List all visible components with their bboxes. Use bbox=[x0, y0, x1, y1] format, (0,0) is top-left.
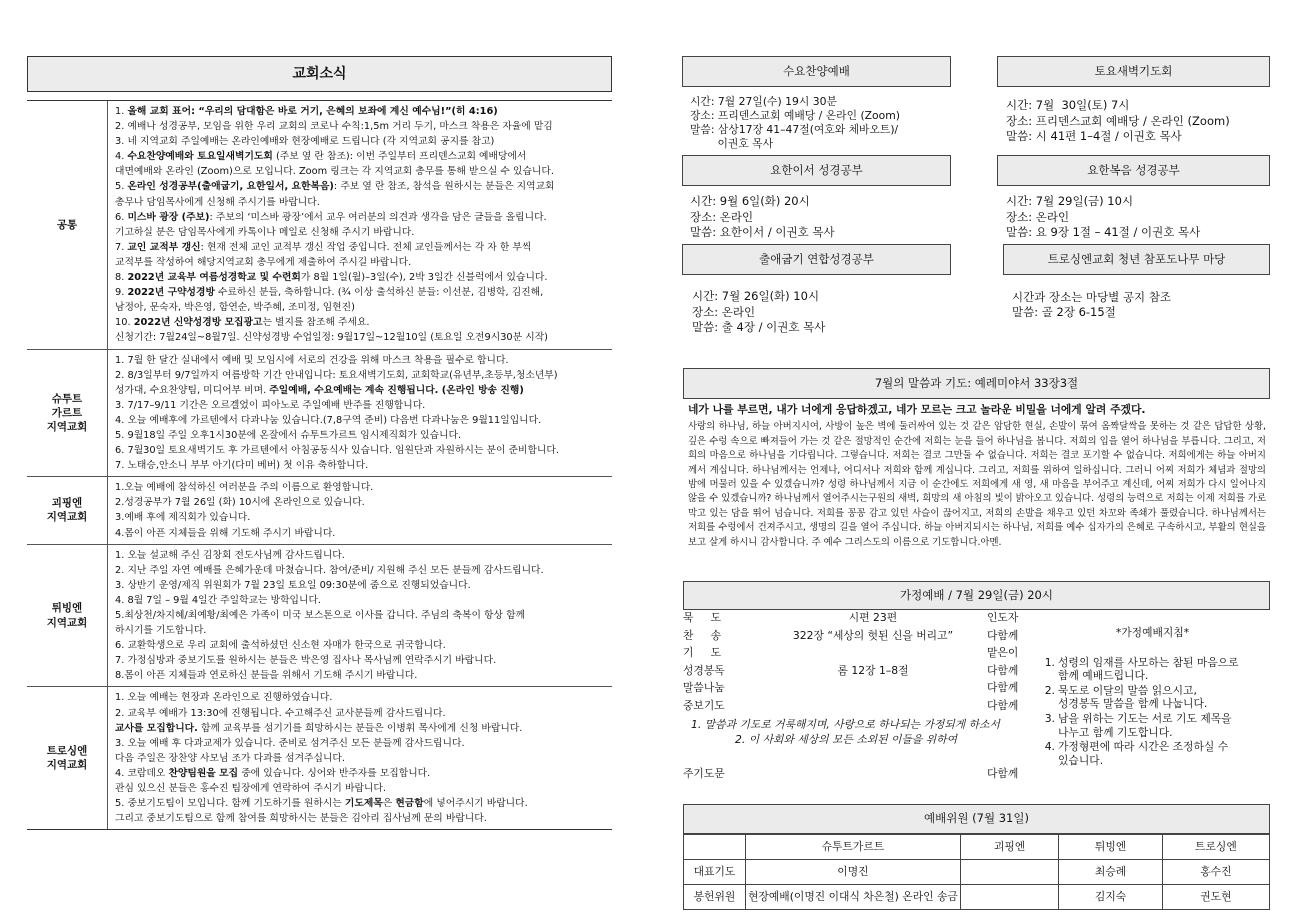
news-item: 5. 9월18일 주일 오후1시30분에 온잘에서 슈투트가르트 임시제직회가 있습니다. bbox=[115, 429, 462, 441]
news-item: 2. 지난 주일 자연 예배를 은혜가운데 마쳤습니다. 참여/준비/ 지원해 주신 모든 분들께 감사드립니다. bbox=[115, 564, 544, 576]
guide-item-text: 남을 위하는 기도는 서로 기도 제목을 나누고 함께 기도합니다. bbox=[1058, 711, 1232, 739]
news-item: 4. 오늘 예배후에 가르텐에서 다과나눔 있습니다.(7,8구역 준비) 다음번 다과나눔은 9월11일입니다. bbox=[115, 414, 542, 426]
committee-role: 봉헌위원 bbox=[684, 885, 746, 910]
committee-column-header: 트로싱엔 bbox=[1162, 835, 1269, 860]
order-leader: 다함께 bbox=[987, 698, 1019, 712]
intercession-note: 1. 말씀과 기도로 거룩해지며, 사랑으로 하나되는 가정되게 하소서 bbox=[691, 717, 1000, 731]
order-row bbox=[683, 611, 1028, 629]
family-worship-guide bbox=[1040, 626, 1265, 768]
order-content: 322장 “세상의 헛된 신을 버리고” bbox=[792, 628, 954, 642]
news-item: 2.성경공부가 7월 26일 (화) 10시에 온라인으로 있습니다. bbox=[115, 497, 365, 509]
order-content: 롬 12장 1–8절 bbox=[837, 663, 909, 677]
committee-cell: 권도현 bbox=[1162, 885, 1269, 910]
youth-gathering-header: 트로싱엔교회 청년 참포도나무 마당 bbox=[1003, 244, 1270, 275]
news-section-label: 공통 bbox=[27, 101, 108, 349]
guide-item bbox=[1040, 684, 1265, 711]
monthly-prayer-text: 사랑의 하나님, 하늘 아버지시여, 사방이 높은 벽에 둘러싸여 있는 것 같은 암담한 현실, 손발이 묶여 옴짝달싹을 못하는 것 같은 답답한 상황, 깊은 수렁 속으로 빠져들어 가는 것 같은 절망적인 순간에 저희는 눈을 들어 하나님을 봅니다. 저희의 입을 열어 하나님을 부릅니다. 그리고, 저희의 마음으로 하나님을 기다립니다. 그렇습니다. 저희는 결코 그만둘 수 없습니다. 저희는 결코 포기할 수 없습니다. 저희에게는 하늘 아버지께서 계십니다. 하나님께서는 언제나, 어디서나 저희와 함께 계십니다. 그리고, 저희를 위하여 일하십니다. 그러니 어찌 저희가 체념과 절망의 밤에 머물러 있을 수 있겠습니까? 성령 하나님께서 지금 이 순간에도 저희에게 새 영, 새 마음을 부어주고 계신데, 어찌 저희가 다시 일어나지 않을 수 있겠습니까? 하나님께서 열어주시는구원의 새벽, 희망의 새 아침의 빛이 밝아오고 있습니다. 성령의 능력으로 저희는 이제 저희를 가로막고 있는 담을 뛰어 넘습니다. 저희를 꽁꽁 감고 있던 사슬이 끊어지고, 저희의 손발을 채우고 있던 차꼬와 족쇄가 풀렸습니다. 하나님께서는 저희를 수렁에서 건져주시고, 생명의 길을 열어 주십니다. 하늘 아버지되시는 하나님, 저희를 예수 십자가의 은혜로 구속하시고, 부활의 현실을 보고 살게 하시니 감사합니다. 주 예수 그리스도의 이름으로 기도합니다.아멘. bbox=[688, 421, 1266, 548]
news-item: 6. 7월30일 토요새벽기도 후 가르텐에서 아침공동식사 있습니다. 임원단과 자원하시는 분이 준비합니다. bbox=[115, 445, 559, 457]
news-item: 2. 예배나 성경공부, 모임을 위한 우리 교회의 코로나 수칙:1,5m 거리 두기, 마스크 착용은 자율에 맡김 bbox=[115, 121, 553, 133]
order-row bbox=[683, 767, 1028, 785]
order-leader: 다함께 bbox=[987, 663, 1019, 677]
john_gospel-line: 시간: 7월 29일(금) 10시 bbox=[1006, 194, 1134, 208]
news-item: 7. 가정심방과 중보기도를 원하시는 분들은 박은영 집사나 목사님께 연락주시기 바랍니다. bbox=[115, 655, 497, 667]
news-item: 6. 미스바 광장 (주보): 주보의 ‘미스바 광장’에서 교우 여러분의 의견과 생각을 담은 글들을 올립니다. 기고하실 분은 담임목사에게 카톡이나 메일로 신청해 주시기 바랍니다. bbox=[115, 211, 547, 238]
news-item: 7. 교인 교적부 갱신: 현재 전체 교인 교적부 갱신 작업 중입니다. 전체 교인들께서는 각 자 한 부씩 교적부를 작성하여 해당지역교회 총무에게 제출하여 주시길 바랍니다. bbox=[115, 241, 532, 268]
news-item: 8. 2022년 교육부 여름성경학교 및 수련회가 8월 1일(월)–3일(수), 2박 3일간 신블럭에서 있습니다. bbox=[115, 272, 548, 284]
wednesday-line: 시간: 7월 27일(수) 19시 30분 bbox=[690, 95, 837, 108]
john_epistle-line: 장소: 온라인 bbox=[690, 209, 754, 224]
guide-item-number: 4. bbox=[1044, 740, 1055, 754]
order-label: 중보기도 bbox=[683, 698, 725, 712]
family-worship-order bbox=[683, 611, 1028, 784]
news-item: 8.몸이 아픈 지체들과 연로하신 분들을 위해서 기도해 주시기 바랍니다. bbox=[115, 670, 418, 682]
guide-item-number: 1. bbox=[1044, 655, 1055, 669]
committee-table bbox=[683, 834, 1270, 910]
news-items bbox=[108, 687, 612, 829]
order-leader: 맡은이 bbox=[987, 646, 1019, 660]
committee-row bbox=[684, 860, 1270, 885]
news-item: 1. 7월 한 달간 실내에서 예배 및 모임시에 서로의 건강을 위해 마스크 착용을 필수로 합니다. bbox=[115, 354, 509, 366]
monthly-prayer-header: 7월의 말씀과 기도: 예레미야서 33장3절 bbox=[683, 368, 1270, 399]
committee-cell bbox=[960, 860, 1058, 885]
news-item: 3. 7/17–9/11 기간은 오르겔었이 피아노로 주일예배 반주를 진행합니다. bbox=[115, 399, 426, 411]
john-epistle-study-header: 요한이서 성경공부 bbox=[682, 155, 951, 186]
order-label: 기 도 bbox=[683, 646, 722, 660]
news-item: 3. 네 지역교회 주일예배는 온라인예배와 현장예배로 드립니다 (각 지역교회 공지를 참고) bbox=[115, 136, 495, 148]
news-section-label: 튀빙엔 지역교회 bbox=[27, 545, 108, 687]
committee-column-header: 튀빙엔 bbox=[1059, 835, 1162, 860]
saturday-prayer-info bbox=[1006, 98, 1230, 145]
news-item: 4. 8월 7일 – 9월 4일간 주일학교는 방학입니다. bbox=[115, 594, 322, 606]
committee-column-header: 괴핑엔 bbox=[960, 835, 1058, 860]
committee-role: 대표기도 bbox=[684, 860, 746, 885]
order-leader: 다함께 bbox=[987, 681, 1019, 695]
committee-cell: 최승례 bbox=[1059, 860, 1162, 885]
youth-gathering-info bbox=[1012, 290, 1171, 320]
news-item: 1. 올해 교회 표어: “우리의 담대함은 바로 거기, 은혜의 보좌에 계신 예수님!”(히 4:16) bbox=[115, 106, 498, 117]
john-epistle-study-info bbox=[690, 194, 835, 241]
order-row bbox=[683, 646, 1028, 664]
committee-header-row bbox=[684, 835, 1270, 860]
news-item: 1.오늘 예배에 참석하신 여러분을 주의 이름으로 환영합니다. bbox=[115, 482, 374, 494]
order-row bbox=[683, 664, 1028, 682]
guide-item-text: 묵도로 이달의 말씀 읽으시고, 성경봉독 말씀을 함께 나눕니다. bbox=[1058, 683, 1208, 711]
wednesday-line: 장소: 프리덴스교회 예배당 / 온라인 (Zoom) bbox=[690, 109, 901, 122]
news-items bbox=[108, 350, 612, 477]
news-item: 6. 교환학생으로 우리 교회에 출석하셨던 신소현 자매가 한국으로 귀국합니다. bbox=[115, 640, 446, 652]
committee-cell: 이명진 bbox=[745, 860, 960, 885]
guide-item-text: 성령의 임재를 사모하는 참된 마음으로 함께 예배드립니다. bbox=[1058, 655, 1239, 683]
news-item: 4. 수요찬양예배와 토요일새벽기도회 (주보 옆 란 참조): 이번 주일부터 프리덴스교회 예배당에서 대면예배와 온라인 (Zoom)으로 모입니다. Zoom 링크는 각 지역교회 총무를 통해 받으실 수 있습니다. bbox=[115, 151, 554, 178]
intercession-note: 2. 이 사회와 세상의 모든 소외된 이들을 위하여 bbox=[735, 732, 958, 746]
news-section-row bbox=[27, 101, 612, 349]
committee-title: 예배위원 (7월 31일) bbox=[683, 804, 1270, 834]
news-item: 4. 코람데오 찬양팀원을 모집 중에 있습니다. 싱어와 반주자를 모집합니다. 관심 있으신 분들은 홍수진 팀장에게 연락하여 주시기 바랍니다. bbox=[115, 767, 431, 795]
news-item: 1. 오늘 설교해 주신 김창회 전도사님께 감사드립니다. bbox=[115, 549, 345, 561]
wednesday-line: 이권호 목사 bbox=[690, 137, 774, 150]
church-news-table bbox=[27, 100, 612, 830]
committee-column-header: 슈투트가르트 bbox=[745, 835, 960, 860]
order-label: 찬 송 bbox=[683, 628, 722, 642]
monthly-verse: 네가 나를 부르면, 내가 너에게 응답하겠고, 네가 모르는 크고 놀라운 비밀을 너에게 알려 주겠다. bbox=[688, 403, 1146, 416]
exodus-line: 장소: 온라인 bbox=[692, 304, 756, 319]
news-section-label: 괴핑엔 지역교회 bbox=[27, 477, 108, 543]
monthly-prayer-body bbox=[688, 403, 1266, 550]
order-row bbox=[683, 681, 1028, 699]
news-section-row bbox=[27, 544, 612, 687]
wednesday-line: 말씀: 삼상17장 41–47절(여호와 체바오트)/ bbox=[690, 123, 899, 136]
news-item: 5. 온라인 성경공부(출애굽기, 요한일서, 요한복음): 주보 옆 란 참조, 참석을 원하시는 분들은 지역교회 총무나 담임목사에게 신청해 주시기를 바랍니다. bbox=[115, 181, 555, 208]
news-item: 5.최상천/차지혜/최예황/최예은 가족이 미국 보스톤으로 이사를 갑니다. 주님의 축복이 항상 함께 하시기를 기도합니다. bbox=[115, 610, 526, 637]
news-items bbox=[108, 101, 612, 349]
order-label: 묵 도 bbox=[683, 611, 722, 624]
john_gospel-line: 말씀: 요 9장 1절 – 41절 / 이권호 목사 bbox=[1006, 225, 1201, 239]
news-item: 10. 2022년 신약성경방 모집광고는 별지를 참조해 주세요. 신청기간: 7월24일~8월7일. 신약성경방 수업일정: 9월17일~12월10일 (토요일 오전9시30분 시작) bbox=[115, 317, 548, 344]
committee-cell: 홍수진 bbox=[1162, 860, 1269, 885]
news-item: 9. 2022년 구약성경방 수료하신 분들, 축하합니다. (¾ 이상 출석하신 분들: 이선분, 김병학, 김진해, 남정아, 문숙자, 박은영, 함연순, 박주혜, 조미정, 임현진) bbox=[115, 287, 544, 314]
order-label: 주기도문 bbox=[683, 766, 725, 780]
news-item: 4.몸이 아픈 지체들을 위해 기도해 주시기 바랍니다. bbox=[115, 527, 336, 539]
news-item: 3. 오늘 예배 후 다과교제가 있습니다. 준비로 섬겨주신 모든 분들께 감사드립니다. 다음 주일은 장찬양 사모님 조가 다과를 섬겨주십니다. bbox=[115, 737, 465, 764]
family-worship-header: 가정예배 / 7월 29일(금) 20시 bbox=[683, 581, 1270, 610]
saturday-prayer-header: 토요새벽기도회 bbox=[997, 56, 1270, 87]
order-row bbox=[683, 699, 1028, 717]
committee-row bbox=[684, 885, 1270, 910]
exodus-study-info bbox=[692, 289, 825, 336]
john_epistle-line: 시간: 9월 6일(화) 20시 bbox=[690, 194, 810, 208]
saturday-line: 시간: 7월 30일(토) 7시 bbox=[1006, 98, 1130, 112]
news-item: 2. 교육부 예배가 13:30에 진행됩니다. 수고해주신 교사분들께 감사드립니다. 교사를 모집합니다. 함께 교육부를 섬기기를 희망하시는 분들은 이병휘 목사에게 신청 바랍니다. bbox=[115, 707, 523, 734]
news-section-row bbox=[27, 349, 612, 477]
news-item: 3. 상반기 운영/제직 위원회가 7월 23일 토요일 09:30분에 줌으로 진행되었습니다. bbox=[115, 579, 471, 591]
committee-cell bbox=[960, 885, 1058, 910]
order-label: 성경봉독 bbox=[683, 663, 725, 677]
john-gospel-study-info bbox=[1006, 194, 1200, 241]
order-content: 시편 23편 bbox=[848, 611, 898, 624]
news-item: 7. 노태승,안소니 부부 아기(다미 베버) 첫 이유 축하합니다. bbox=[115, 460, 369, 472]
exodus-line: 시간: 7월 26일(화) 10시 bbox=[692, 289, 820, 303]
guide-item-number: 3. bbox=[1044, 711, 1055, 725]
wednesday-service-header: 수요찬양예배 bbox=[682, 56, 951, 87]
news-item: 5. 중보기도팀이 모입니다. 함께 기도하기를 원하시는 기도제목은 현금함에 넣어주시기 바랍니다. 그리고 중보기도팀으로 함께 참여를 희망하시는 분들은 김아리 집사님께 문의 바랍니다. bbox=[115, 798, 528, 825]
exodus-line: 말씀: 출 4장 / 이권호 목사 bbox=[692, 320, 826, 334]
guide-item bbox=[1040, 740, 1265, 767]
youth-line: 시간과 장소는 마당별 공지 참조 bbox=[1012, 290, 1172, 304]
youth-line: 말씀: 골 2장 6-15절 bbox=[1012, 305, 1116, 319]
order-leader: 다함께 bbox=[987, 628, 1019, 642]
guide-item bbox=[1040, 712, 1265, 739]
news-section-label: 슈투트 가르트 지역교회 bbox=[27, 350, 108, 477]
order-label: 말씀나눔 bbox=[683, 681, 725, 695]
news-items bbox=[108, 477, 612, 543]
news-section-label: 트로싱엔 지역교회 bbox=[27, 687, 108, 829]
intercession-notes bbox=[683, 717, 1028, 763]
john_epistle-line: 말씀: 요한이서 / 이권호 목사 bbox=[690, 225, 835, 239]
guide-item-text: 가정형편에 따라 시간은 조정하실 수 있습니다. bbox=[1058, 740, 1229, 767]
committee-cell: 김지숙 bbox=[1059, 885, 1162, 910]
committee-cell: 현장예배(이명진 이대식 차은철) 온라인 송금 bbox=[745, 885, 960, 910]
committee-column-header bbox=[684, 835, 746, 860]
church-news-column bbox=[27, 56, 612, 825]
church-news-title: 교회소식 bbox=[27, 56, 612, 92]
news-items bbox=[108, 545, 612, 687]
news-item: 2. 8/3일부터 9/7일까지 여름방학 기간 안내입니다: 토요새벽기도회, 교회학교(유년부,초등부,청소년부) 성가대, 수요찬양팀, 미디어부 비며. 주일예배, 수요예배는 계속 진행됩니다. (온라인 방송 진행) bbox=[115, 369, 558, 396]
saturday-line: 장소: 프리덴스교회 예배당 / 온라인 (Zoom) bbox=[1006, 113, 1230, 128]
exodus-study-header: 출애굽기 연합성경공부 bbox=[682, 244, 951, 275]
guide-item-number: 2. bbox=[1044, 683, 1055, 697]
news-item: 1. 오늘 예배는 현장과 온라인으로 진행하였습니다. bbox=[115, 692, 333, 704]
news-section-row bbox=[27, 686, 612, 829]
order-row bbox=[683, 629, 1028, 647]
order-leader: 인도자 bbox=[987, 611, 1019, 624]
guide-title: *가정예배지침* bbox=[1115, 626, 1190, 639]
order-leader: 다함께 bbox=[987, 766, 1019, 780]
worship-committee bbox=[683, 804, 1270, 910]
john-gospel-study-header: 요한복음 성경공부 bbox=[997, 155, 1270, 186]
wednesday-service-info bbox=[690, 95, 900, 151]
news-section-row bbox=[27, 476, 612, 543]
news-item: 3.예배 후에 제직회가 있습니다. bbox=[115, 512, 251, 524]
john_gospel-line: 장소: 온라인 bbox=[1006, 209, 1070, 224]
saturday-line: 말씀: 시 41편 1–4절 / 이권호 목사 bbox=[1006, 129, 1182, 143]
guide-item bbox=[1040, 656, 1265, 683]
